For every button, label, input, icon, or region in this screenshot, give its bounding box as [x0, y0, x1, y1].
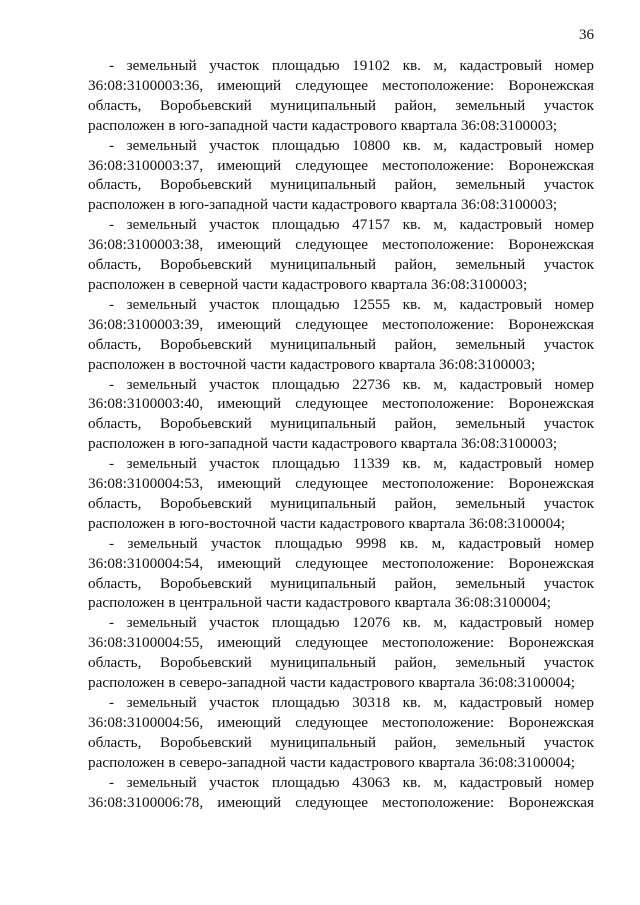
text-line: область, Воробьевский муниципальный район, земельный участок: [88, 96, 594, 114]
list-item: [88, 534, 594, 614]
text-line: расположен в северной части кадастрового квартала 36:08:3100003;: [88, 275, 528, 293]
list-item: [88, 613, 594, 693]
list-item: [88, 375, 594, 455]
text-line: область, Воробьевский муниципальный район, земельный участок: [88, 574, 594, 592]
page-number: 36: [579, 27, 594, 43]
text-line: - земельный участок площадью 12076 кв. м, кадастровый номер: [109, 614, 594, 632]
text-line: 36:08:3100003:39, имеющий следующее местоположение: Воронежская: [88, 315, 594, 333]
text-line: - земельный участок площадью 9998 кв. м, кадастровый номер: [109, 534, 594, 552]
text-line: - земельный участок площадью 47157 кв. м, кадастровый номер: [109, 216, 594, 234]
text-line: - земельный участок площадью 12555 кв. м, кадастровый номер: [109, 295, 594, 313]
text-line: - земельный участок площадью 19102 кв. м, кадастровый номер: [109, 57, 594, 74]
text-line: область, Воробьевский муниципальный район, земельный участок: [88, 256, 594, 274]
text-line: 36:08:3100003:38, имеющий следующее местоположение: Воронежская: [88, 236, 594, 254]
text-line: область, Воробьевский муниципальный район, земельный участок: [88, 733, 594, 751]
text-line: расположен в северо-западной части кадастрового квартала 36:08:3100004;: [88, 753, 576, 771]
list-item: [88, 56, 594, 136]
text-line: область, Воробьевский муниципальный район, земельный участок: [88, 494, 594, 512]
text-line: 36:08:3100004:55, имеющий следующее местоположение: Воронежская: [88, 634, 594, 652]
text-line: - земельный участок площадью 10800 кв. м, кадастровый номер: [109, 136, 594, 154]
text-line: область, Воробьевский муниципальный район, земельный участок: [88, 415, 594, 433]
text-line: - земельный участок площадью 30318 кв. м, кадастровый номер: [109, 694, 594, 711]
list-item: [88, 773, 594, 813]
text-line: область, Воробьевский муниципальный район, земельный участок: [88, 176, 594, 194]
text-line: 36:08:3100004:56, имеющий следующее местоположение: Воронежская: [88, 713, 594, 731]
text-line: 36:08:3100006:78, имеющий следующее местоположение: Воронежская: [88, 793, 594, 811]
text-line: расположен в юго-западной части кадастрового квартала 36:08:3100003;: [88, 116, 558, 134]
list-item: [88, 215, 594, 295]
text-line: расположен в юго-западной части кадастрового квартала 36:08:3100003;: [88, 435, 558, 453]
text-line: расположен в юго-западной части кадастрового квартала 36:08:3100003;: [88, 196, 558, 214]
text-line: область, Воробьевский муниципальный район, земельный участок: [88, 654, 594, 672]
text-line: - земельный участок площадью 11339 кв. м, кадастровый номер: [109, 455, 594, 473]
text-line: расположен в северо-западной части кадастрового квартала 36:08:3100004;: [88, 674, 576, 692]
list-item: [88, 454, 594, 534]
text-line: 36:08:3100003:36, имеющий следующее местоположение: Воронежская: [88, 76, 594, 94]
list-item: [88, 295, 594, 375]
list-item: [88, 136, 594, 216]
text-line: расположен в центральной части кадастрового квартала 36:08:3100004;: [88, 594, 551, 612]
text-line: область, Воробьевский муниципальный район, земельный участок: [88, 335, 594, 353]
text-line: расположен в юго-восточной части кадастрового квартала 36:08:3100004;: [88, 514, 566, 532]
text-line: - земельный участок площадью 22736 кв. м, кадастровый номер: [109, 375, 594, 393]
document-body: [88, 56, 594, 812]
text-line: 36:08:3100004:53, имеющий следующее местоположение: Воронежская: [88, 475, 594, 493]
list-item: [88, 693, 594, 773]
text-line: расположен в восточной части кадастрового квартала 36:08:3100003;: [88, 355, 536, 373]
text-line: 36:08:3100003:40, имеющий следующее местоположение: Воронежская: [88, 395, 594, 413]
text-line: 36:08:3100003:37, имеющий следующее местоположение: Воронежская: [88, 156, 594, 174]
text-line: - земельный участок площадью 43063 кв. м, кадастровый номер: [109, 773, 594, 791]
text-line: 36:08:3100004:54, имеющий следующее местоположение: Воронежская: [88, 554, 594, 572]
